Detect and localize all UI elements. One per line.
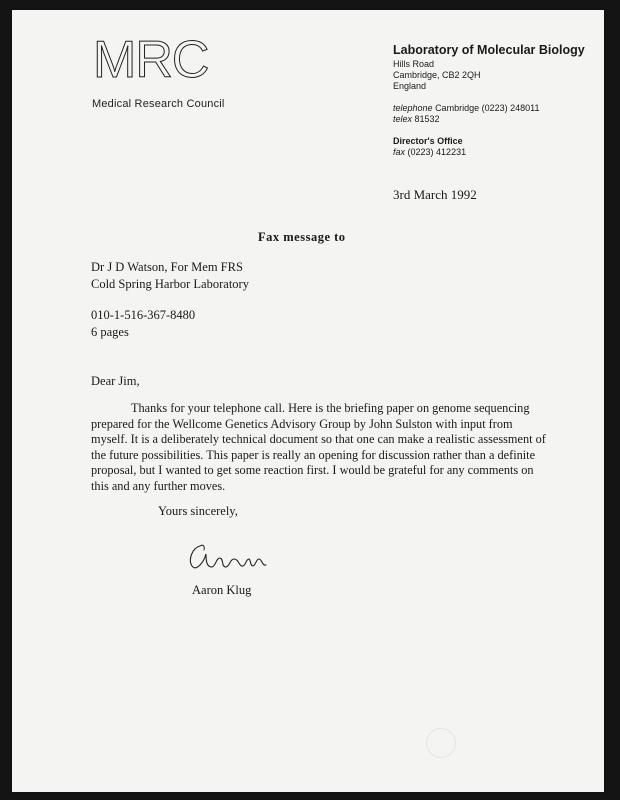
- handwritten-signature: [186, 540, 276, 574]
- paper-mark: [426, 728, 456, 758]
- address-street: Hills Road: [393, 59, 435, 69]
- address-country: England: [393, 81, 427, 91]
- office-title: Director's Office: [393, 136, 463, 146]
- mrc-logo: MRC: [93, 31, 209, 89]
- address-city: Cambridge, CB2 2QH: [393, 70, 481, 80]
- recipient-block: [91, 259, 249, 293]
- telex-line: telex 81532: [393, 114, 440, 124]
- telephone-line: telephone Cambridge (0223) 248011: [393, 103, 540, 113]
- page-count: 6 pages: [91, 325, 129, 339]
- recipient-org: Cold Spring Harbor Laboratory: [91, 277, 249, 291]
- fax-title: Fax message to: [258, 230, 346, 244]
- closing: Yours sincerely,: [158, 504, 238, 518]
- body-paragraph: Thanks for your telephone call. Here is the briefing paper on genome sequencing prepared for the Wellcome Genetics Advisory Group by John Sulston with input from myself. It is a deliberately technical document so that one can make a realistic assessment of the future possibilities. This paper is really an opening for discussion rather than a definite proposal, but I wanted to get some reaction first. I would be grateful for any comments on this and any further moves.: [91, 401, 546, 493]
- fax-line: fax (0223) 412231: [393, 147, 467, 157]
- phone-number: 010-1-516-367-8480: [91, 308, 196, 322]
- salutation: Dear Jim,: [91, 374, 140, 388]
- letter-page: [12, 10, 604, 792]
- mrc-logo-subtitle: Medical Research Council: [92, 98, 225, 110]
- letterhead-address: [393, 42, 585, 158]
- signatory-name: Aaron Klug: [192, 583, 252, 597]
- letter-date: 3rd March 1992: [393, 187, 477, 202]
- recipient-name: Dr J D Watson, For Mem FRS: [91, 260, 243, 274]
- phone-block: [91, 307, 195, 341]
- lab-name: Laboratory of Molecular Biology: [393, 43, 585, 57]
